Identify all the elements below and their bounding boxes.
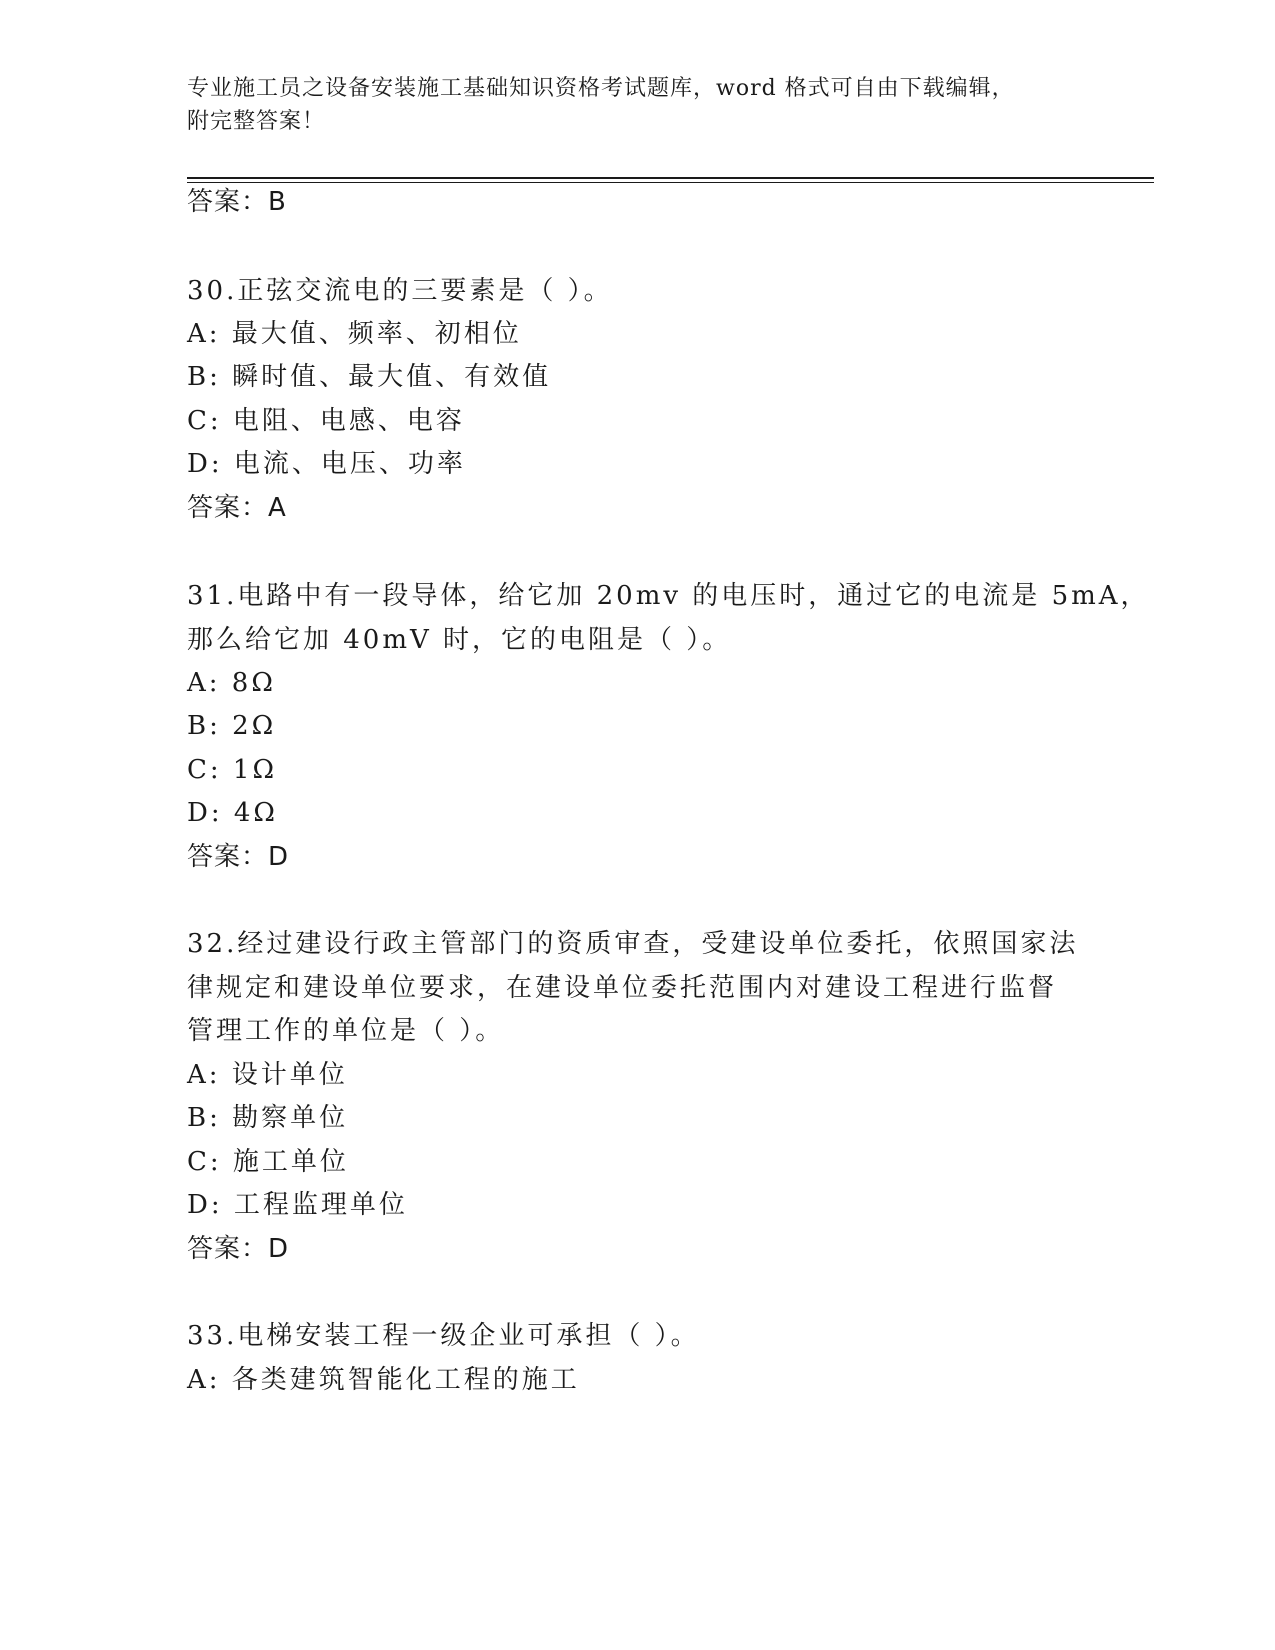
answer-31: 答案：D <box>187 842 290 872</box>
question-31-stem-line-2: 那么给它加 40mV 时，它的电阻是（ ）。 <box>187 625 732 655</box>
question-30-option-d: D: 电流、电压、功率 <box>187 449 466 479</box>
header-line-2: 附完整答案！ <box>187 109 326 134</box>
question-31-option-c: C: 1Ω <box>187 755 278 785</box>
question-33-option-a: A: 各类建筑智能化工程的施工 <box>187 1365 580 1395</box>
question-31-option-a: A: 8Ω <box>187 668 276 698</box>
question-31-stem-line-1: 31.电路中有一段导体，给它加 20mv 的电压时，通过它的电流是 5mA， <box>187 581 1150 611</box>
question-32-option-b: B: 勘察单位 <box>187 1103 349 1133</box>
header-rule-thin <box>187 182 1154 183</box>
answer-30: 答案：A <box>187 493 287 523</box>
document-header <box>187 72 1067 138</box>
question-32-stem-line-1: 32.经过建设行政主管部门的资质审查，受建设单位委托，依照国家法 <box>187 929 1079 959</box>
question-31-option-b: B: 2Ω <box>187 711 277 741</box>
question-30-option-c: C: 电阻、电感、电容 <box>187 406 465 436</box>
question-32-stem-line-3: 管理工作的单位是（ ）。 <box>187 1016 505 1046</box>
question-31-option-d: D: 4Ω <box>187 798 278 828</box>
question-32-stem-line-2: 律规定和建设单位要求，在建设单位委托范围内对建设工程进行监督 <box>187 973 1058 1003</box>
question-30-option-b: B: 瞬时值、最大值、有效值 <box>187 362 552 392</box>
question-32-option-c: C: 施工单位 <box>187 1147 349 1177</box>
header-line-1: 专业施工员之设备安装施工基础知识资格考试题库，word 格式可自由下载编辑， <box>187 76 1015 101</box>
question-30-stem: 30.正弦交流电的三要素是（ ）。 <box>187 276 613 306</box>
answer-29: 答案：B <box>187 187 287 217</box>
question-32-option-d: D: 工程监理单位 <box>187 1190 408 1220</box>
question-33-stem: 33.电梯安装工程一级企业可承担（ ）。 <box>187 1321 700 1351</box>
question-32-option-a: A: 设计单位 <box>187 1060 348 1090</box>
answer-32: 答案：D <box>187 1234 290 1264</box>
header-rule-thick <box>187 177 1154 179</box>
question-30-option-a: A: 最大值、频率、初相位 <box>187 319 522 349</box>
